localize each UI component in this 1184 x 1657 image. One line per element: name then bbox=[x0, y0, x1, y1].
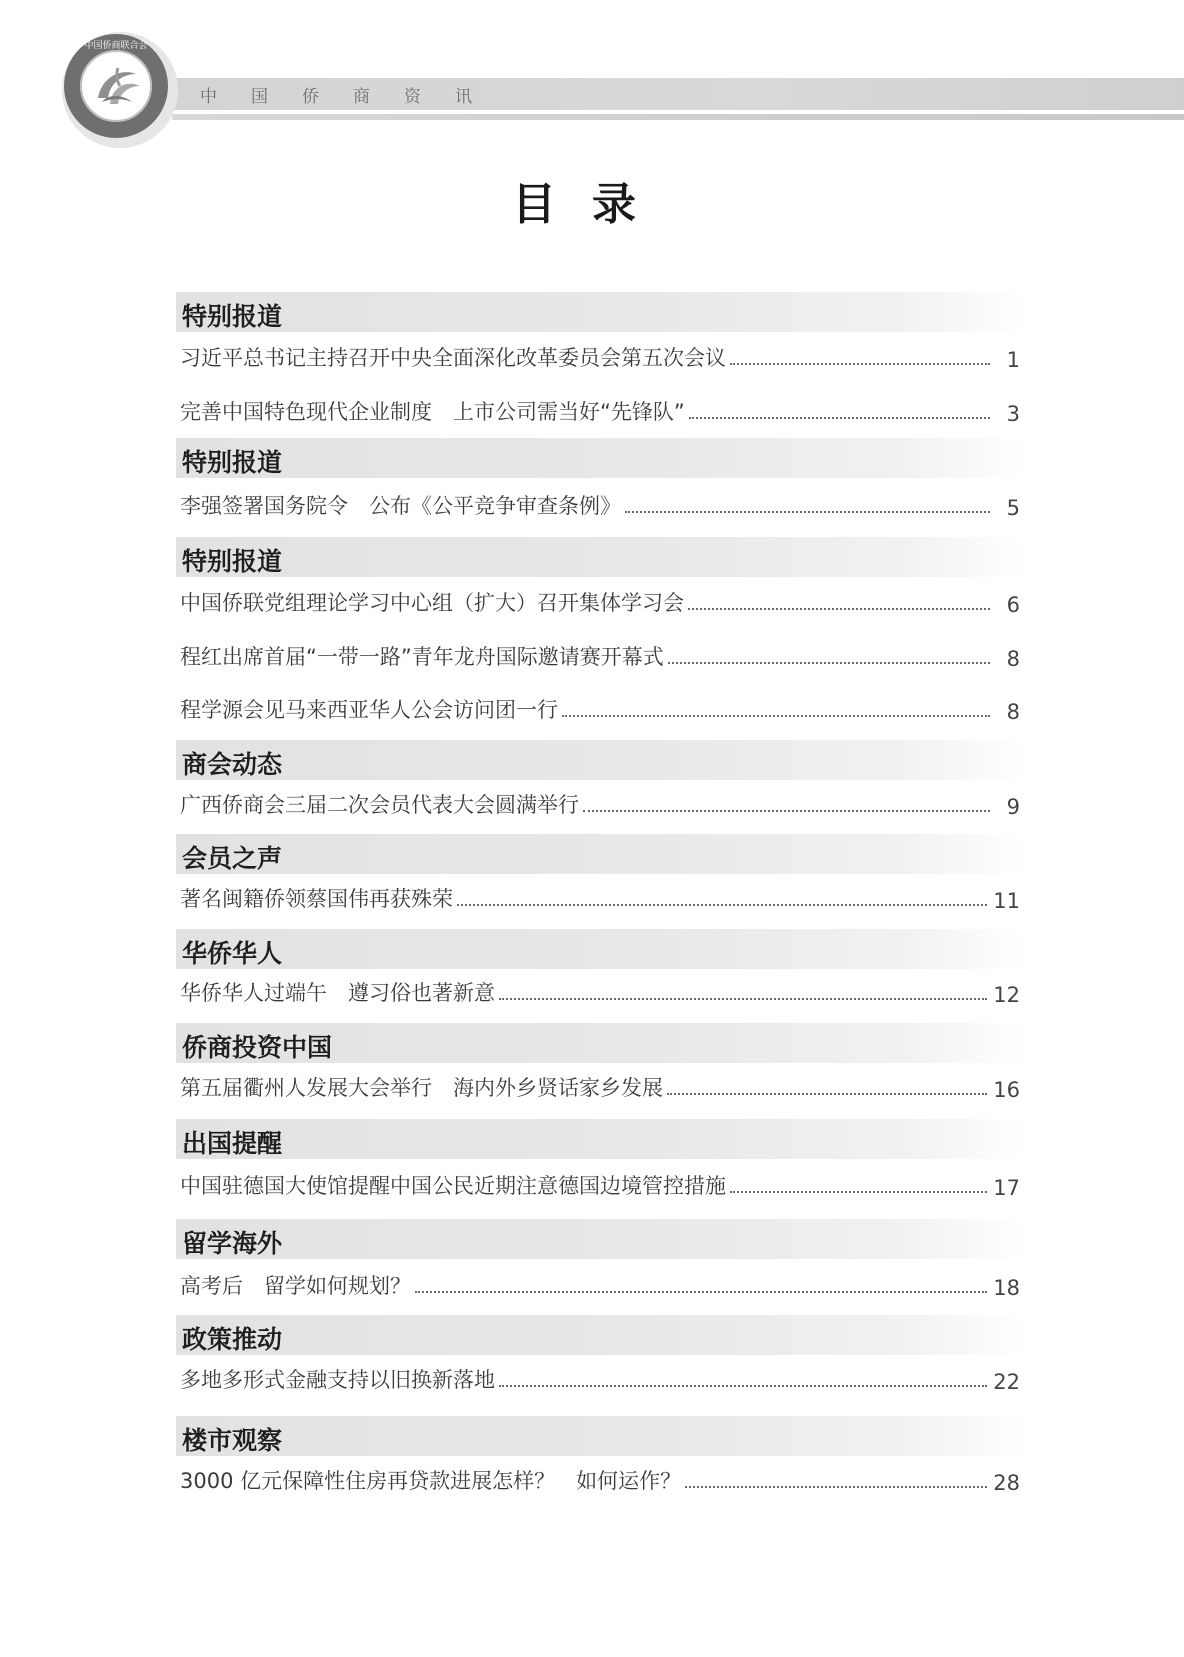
section-heading: 特别报道 bbox=[176, 292, 1026, 332]
toc-entry[interactable] bbox=[180, 1170, 1020, 1200]
entry-page: 18 bbox=[993, 1276, 1020, 1300]
entry-title: 著名闽籍侨领蔡国伟再获殊荣 bbox=[180, 887, 453, 911]
entry-title: 完善中国特色现代企业制度 上市公司需当好“先锋队” bbox=[180, 400, 685, 424]
toc-entry[interactable] bbox=[180, 789, 1020, 819]
toc-entry[interactable] bbox=[180, 977, 1020, 1007]
entry-page: 1 bbox=[1006, 348, 1020, 372]
toc-entry[interactable] bbox=[180, 587, 1020, 617]
entry-title: 华侨华人过端午 遵习俗也著新意 bbox=[180, 981, 495, 1005]
leader-dots bbox=[499, 1385, 987, 1387]
toc-entry[interactable] bbox=[180, 1364, 1020, 1394]
entry-page: 3 bbox=[1006, 402, 1020, 426]
leader-dots bbox=[499, 998, 987, 1000]
section-heading: 商会动态 bbox=[176, 740, 1026, 780]
entry-title: 李强签署国务院令 公布《公平竞争审查条例》 bbox=[180, 494, 621, 518]
entry-title: 高考后 留学如何规划？ bbox=[180, 1274, 411, 1298]
toc-entry[interactable] bbox=[180, 490, 1020, 520]
section-heading: 出国提醒 bbox=[176, 1119, 1026, 1159]
entry-page: 9 bbox=[1006, 795, 1020, 819]
leader-dots bbox=[668, 662, 990, 664]
entry-page: 6 bbox=[1006, 593, 1020, 617]
entry-page: 16 bbox=[993, 1078, 1020, 1102]
leader-dots bbox=[688, 608, 990, 610]
publication-title: 中国侨商资讯 bbox=[200, 87, 506, 107]
entry-title: 广西侨商会三届二次会员代表大会圆满举行 bbox=[180, 793, 579, 817]
leader-dots bbox=[689, 417, 990, 419]
leader-dots bbox=[685, 1486, 987, 1488]
entry-page: 11 bbox=[993, 889, 1020, 913]
entry-title: 第五届衢州人发展大会举行 海内外乡贤话家乡发展 bbox=[180, 1076, 663, 1100]
entry-title: 程红出席首届“一带一路”青年龙舟国际邀请赛开幕式 bbox=[180, 645, 664, 669]
leader-dots bbox=[457, 904, 987, 906]
toc-entry[interactable] bbox=[180, 694, 1020, 724]
section-heading: 侨商投资中国 bbox=[176, 1023, 1026, 1063]
entry-page: 8 bbox=[1006, 700, 1020, 724]
leader-dots bbox=[583, 810, 990, 812]
section-heading: 留学海外 bbox=[176, 1219, 1026, 1259]
entry-page: 22 bbox=[993, 1370, 1020, 1394]
section-heading: 政策推动 bbox=[176, 1315, 1026, 1355]
section-heading: 会员之声 bbox=[176, 834, 1026, 874]
leader-dots bbox=[415, 1291, 987, 1293]
header-rule bbox=[172, 114, 1184, 120]
toc-entry[interactable] bbox=[180, 883, 1020, 913]
entry-title: 程学源会见马来西亚华人公会访问团一行 bbox=[180, 698, 558, 722]
entry-page: 12 bbox=[993, 983, 1020, 1007]
entry-title: 中国侨联党组理论学习中心组（扩大）召开集体学习会 bbox=[180, 591, 684, 615]
entry-page: 17 bbox=[993, 1176, 1020, 1200]
toc-entry[interactable] bbox=[180, 641, 1020, 671]
leader-dots bbox=[730, 1191, 987, 1193]
page-title: 目录 bbox=[512, 179, 672, 230]
entry-title: 中国驻德国大使馆提醒中国公民近期注意德国边境管控措施 bbox=[180, 1174, 726, 1198]
section-heading: 特别报道 bbox=[176, 438, 1026, 478]
entry-title: 习近平总书记主持召开中央全面深化改革委员会第五次会议 bbox=[180, 346, 726, 370]
section-heading: 特别报道 bbox=[176, 537, 1026, 577]
federation-logo-icon bbox=[58, 28, 182, 152]
entry-page: 28 bbox=[993, 1471, 1020, 1495]
leader-dots bbox=[730, 363, 990, 365]
section-heading: 楼市观察 bbox=[176, 1416, 1026, 1456]
toc-entry[interactable] bbox=[180, 396, 1020, 426]
leader-dots bbox=[625, 511, 990, 513]
section-heading: 华侨华人 bbox=[176, 929, 1026, 969]
entry-title: 3000 亿元保障性住房再贷款进展怎样？ 如何运作？ bbox=[180, 1469, 682, 1493]
toc-entry[interactable] bbox=[180, 1465, 1020, 1495]
toc-entry[interactable] bbox=[180, 1072, 1020, 1102]
svg-text:中国侨商联合会: 中国侨商联合会 bbox=[84, 41, 148, 51]
entry-page: 8 bbox=[1006, 647, 1020, 671]
toc-entry[interactable] bbox=[180, 1270, 1020, 1300]
page-header bbox=[0, 0, 1184, 160]
toc-entry[interactable] bbox=[180, 342, 1020, 372]
leader-dots bbox=[562, 715, 990, 717]
leader-dots bbox=[667, 1093, 987, 1095]
entry-title: 多地多形式金融支持以旧换新落地 bbox=[180, 1368, 495, 1392]
entry-page: 5 bbox=[1006, 496, 1020, 520]
